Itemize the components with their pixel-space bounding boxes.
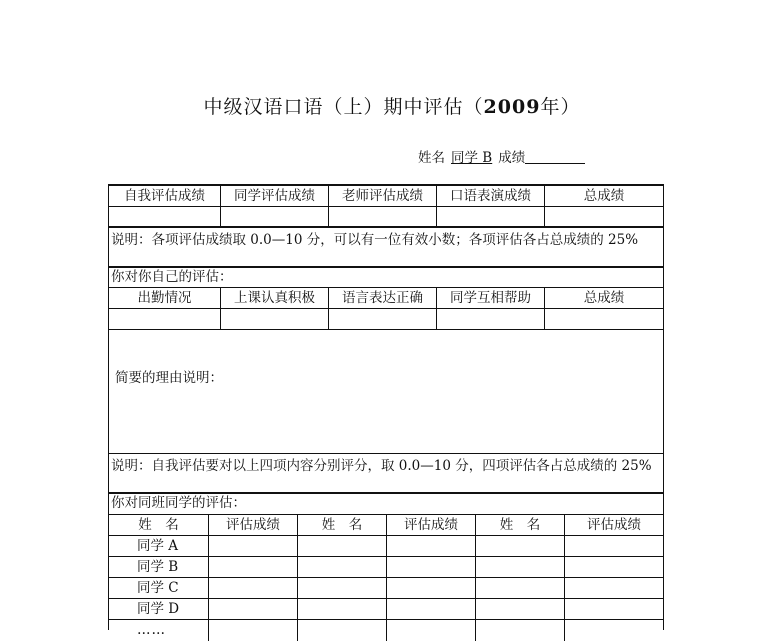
- reason-box[interactable]: [109, 330, 663, 454]
- table-row: [109, 578, 663, 599]
- header-cell: 评估成绩: [587, 517, 641, 533]
- peer-score-cell[interactable]: [565, 578, 663, 598]
- score-cell-oral[interactable]: [437, 207, 545, 226]
- header-cell: 语言表达正确: [329, 288, 437, 308]
- peer-score-cell[interactable]: [387, 557, 476, 577]
- note-text: 说明：自我评估要对以上四项内容分别评分，取 0.0—10 分，四项评估各占总成绩的 25%: [111, 458, 652, 474]
- peer-name: 同学 A: [109, 536, 209, 556]
- header-cell: 姓 名: [109, 515, 209, 535]
- peer-score-cell[interactable]: [565, 557, 663, 577]
- peer-header-row: [109, 515, 663, 536]
- name-cell[interactable]: [476, 599, 565, 619]
- peer-score-cell[interactable]: [387, 620, 476, 641]
- header-cell: 评估成绩: [387, 515, 476, 535]
- header-cell: 姓 名: [476, 515, 565, 535]
- peer-score-cell[interactable]: [387, 599, 476, 619]
- score-field[interactable]: [525, 149, 585, 164]
- table-row: [109, 599, 663, 620]
- note-text: 说明：各项评估成绩取 0.0—10 分，可以有一位有效小数；各项评估各占总成绩的 25%: [111, 232, 639, 248]
- name-cell[interactable]: [476, 578, 565, 598]
- peer-score-cell[interactable]: [565, 536, 663, 556]
- name-value[interactable]: 同学 B: [451, 150, 493, 166]
- self-eval-header-row: [109, 288, 663, 309]
- evaluation-form: [108, 184, 664, 638]
- self-eval-value-row: [109, 309, 663, 330]
- name-label: 姓名: [418, 150, 445, 166]
- name-bar: [418, 146, 585, 166]
- self-eval-heading-row: [109, 268, 663, 288]
- table-row: [109, 536, 663, 557]
- self-total-cell[interactable]: [545, 309, 663, 329]
- header-cell: 老师评估成绩: [329, 186, 437, 206]
- accuracy-cell[interactable]: [329, 309, 437, 329]
- title-suffix: 年）: [540, 96, 581, 118]
- participation-cell[interactable]: [221, 309, 329, 329]
- score-label: 成绩: [498, 150, 526, 166]
- name-cell[interactable]: [298, 620, 387, 641]
- peer-score-cell[interactable]: [565, 620, 663, 641]
- score-value-row: [109, 207, 663, 228]
- peer-name: ……: [109, 620, 209, 641]
- peer-score-cell[interactable]: [387, 578, 476, 598]
- peer-score-cell[interactable]: [209, 578, 298, 598]
- name-cell[interactable]: [298, 557, 387, 577]
- note-row-2: [109, 454, 663, 494]
- header-cell: 总成绩: [583, 290, 625, 306]
- score-cell-total[interactable]: [545, 207, 663, 226]
- helping-cell[interactable]: [437, 309, 545, 329]
- name-cell[interactable]: [476, 557, 565, 577]
- header-cell: 同学评估成绩: [221, 186, 329, 206]
- peer-score-cell[interactable]: [209, 620, 298, 641]
- peer-name: 同学 D: [109, 599, 209, 619]
- score-header-row: [109, 186, 663, 207]
- peer-eval-heading-row: [109, 494, 663, 515]
- name-cell[interactable]: [298, 599, 387, 619]
- peer-score-cell[interactable]: [209, 557, 298, 577]
- name-cell[interactable]: [476, 536, 565, 556]
- header-cell: 上课认真积极: [221, 288, 329, 308]
- self-eval-heading: 你对你自己的评估：: [111, 269, 233, 285]
- header-cell: 同学互相帮助: [437, 288, 545, 308]
- header-cell: 口语表演成绩: [437, 186, 545, 206]
- header-cell: 总成绩: [583, 188, 625, 204]
- peer-score-cell[interactable]: [387, 536, 476, 556]
- header-cell: 自我评估成绩: [109, 186, 221, 206]
- header-cell: 姓 名: [298, 515, 387, 535]
- name-cell[interactable]: [298, 578, 387, 598]
- header-cell: 评估成绩: [209, 515, 298, 535]
- note-row-1: [109, 228, 663, 268]
- peer-score-cell[interactable]: [209, 599, 298, 619]
- attendance-cell[interactable]: [109, 309, 221, 329]
- peer-score-cell[interactable]: [209, 536, 298, 556]
- score-cell-teacher[interactable]: [329, 207, 437, 226]
- peer-score-cell[interactable]: [565, 599, 663, 619]
- name-cell[interactable]: [476, 620, 565, 641]
- score-cell-self[interactable]: [109, 207, 221, 226]
- table-row: [109, 557, 663, 578]
- header-cell: 出勤情况: [109, 288, 221, 308]
- reason-label: 简要的理由说明：: [115, 370, 223, 386]
- title-text: 中级汉语口语（上）期中评估（: [203, 96, 484, 118]
- score-cell-peer[interactable]: [221, 207, 329, 226]
- peer-eval-heading: 你对同班同学的评估：: [111, 495, 246, 511]
- table-row: [109, 620, 663, 641]
- document-title: [0, 92, 784, 119]
- peer-name: 同学 C: [109, 578, 209, 598]
- name-cell[interactable]: [298, 536, 387, 556]
- peer-name: 同学 B: [109, 557, 209, 577]
- title-year: 2009: [483, 96, 541, 118]
